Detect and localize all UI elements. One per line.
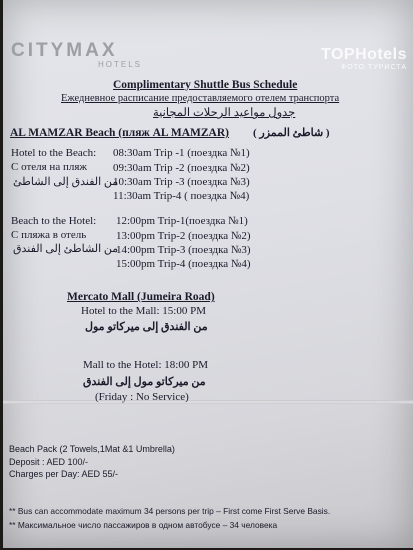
mall-to-hotel: Mall to the Hotel: 18:00 PM xyxy=(83,359,208,371)
logo-subtitle: HOTELS xyxy=(98,60,143,69)
hotel-to-beach-label-ru: С отеля на пляж xyxy=(11,161,87,173)
mall-heading: Mercato Mall (Jumeira Road) xyxy=(67,291,215,303)
hotel-to-mall-arabic: من الفندق إلى ميركاتو مول xyxy=(85,321,208,333)
hotel-to-mall: Hotel to the Mall: 15:00 PM xyxy=(81,305,206,317)
charges-line: Charges per Day: AED 55/- xyxy=(9,469,119,479)
beach-to-hotel-label-ru: С пляжа в отель xyxy=(11,229,87,241)
beach-to-hotel-label: Beach to the Hotel: xyxy=(11,215,97,227)
hotel-to-beach-label: Hotel to the Beach: xyxy=(11,147,97,159)
mall-to-hotel-arabic: من ميركاتو مول إلى الفندق xyxy=(83,376,206,388)
trip-row: 11:30am Trip-4 ( поездка №4) xyxy=(113,190,250,202)
trip-row: 09:30am Trip -2 (поездка №2) xyxy=(113,162,250,174)
tophotels-watermark xyxy=(321,46,407,71)
trip-row: 12:00pm Trip-1(поездка №1) xyxy=(116,215,248,227)
trip-row: 10:30am Trip -3 (поездка №3) xyxy=(113,176,250,188)
beach-to-hotel-label-ar: من الشاطئ إلى الفندق xyxy=(13,243,119,255)
title-english: Complimentary Shuttle Bus Schedule xyxy=(113,79,298,91)
trip-row: 13:00pm Trip-2 (поездка №2) xyxy=(116,230,251,242)
trip-row: 08:30am Trip -1 (поездка №1) xyxy=(113,147,250,159)
beach-heading-arabic: ( شاطئ الممزر ) xyxy=(253,127,330,139)
watermark-sub: ФОТО ТУРИСТА xyxy=(340,64,407,71)
capacity-note-en: ** Bus can accommodate maximum 34 persons per trip – First come First Serve Basis. xyxy=(9,506,331,516)
title-russian: Ежедневное расписание предоставляемого отелем транспорта xyxy=(61,93,340,104)
deposit-line: Deposit : AED 100/- xyxy=(9,457,89,467)
capacity-note-ru: ** Максимальное число пассажиров в одном автобусе – 34 человека xyxy=(9,520,278,530)
trip-row: 14:00pm Trip-3 (поездка №3) xyxy=(116,244,251,256)
beach-pack-line: Beach Pack (2 Towels,1Mat &1 Umbrella) xyxy=(9,444,175,454)
citymax-logo: CITYMAX xyxy=(11,40,118,61)
hotel-to-beach-label-ar: من الفندق إلى الشاطئ xyxy=(13,176,119,188)
friday-note: (Friday : No Service) xyxy=(95,391,189,403)
schedule-sheet xyxy=(3,0,413,548)
watermark-brand: TOPHotels xyxy=(321,46,407,63)
trip-row: 15:00pm Trip-4 (поездка №4) xyxy=(116,258,251,270)
paper-fold xyxy=(3,400,413,404)
title-arabic: جدول مواعيد الرحلات المجانية xyxy=(153,107,296,119)
beach-heading: AL MAMZAR Beach (пляж AL MAMZAR) xyxy=(10,127,229,139)
